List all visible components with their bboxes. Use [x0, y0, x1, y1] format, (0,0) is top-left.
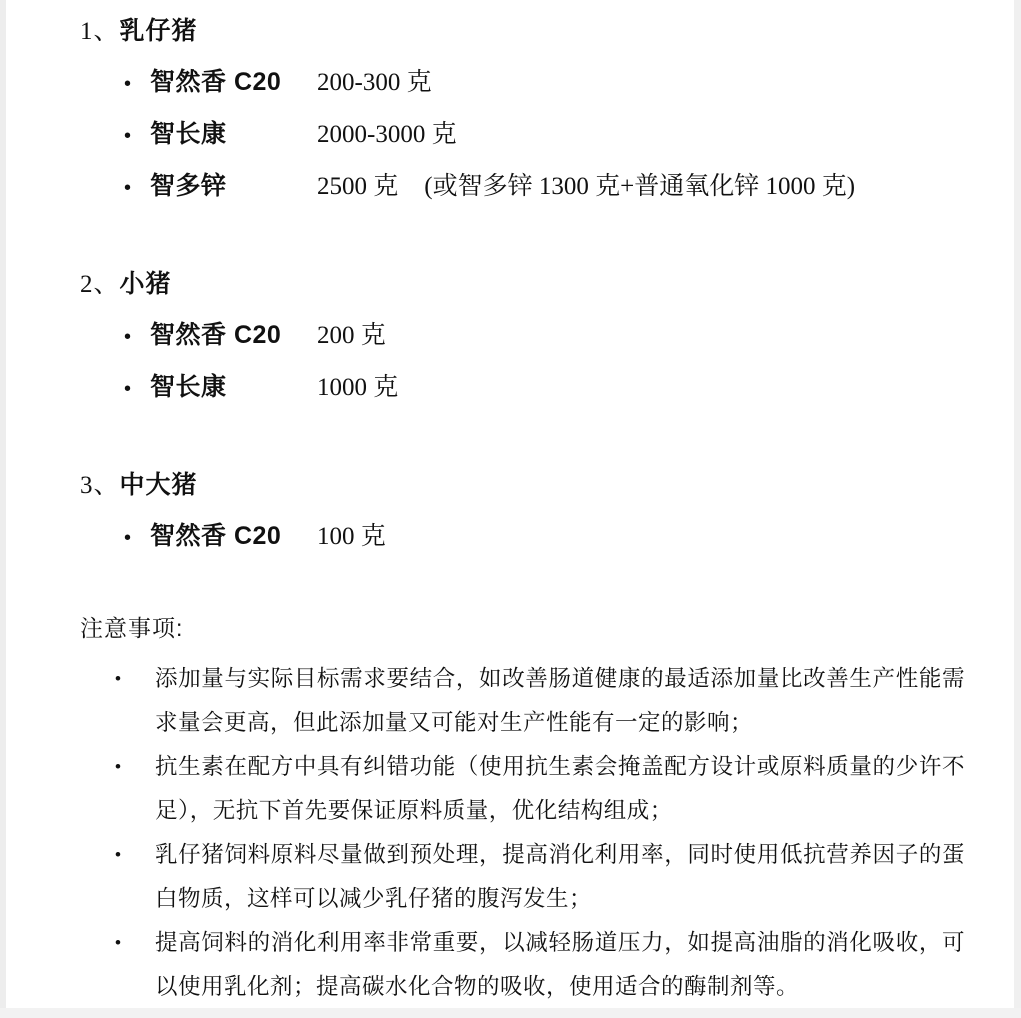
product-amount: 2500 克: [317, 173, 399, 200]
note-item: [80, 657, 965, 745]
product-amount: 2000-3000 克: [317, 121, 457, 148]
scan-edge-bottom: [0, 1008, 1021, 1018]
product-name: 智多锌: [150, 172, 227, 200]
product-amount: 100 克: [317, 523, 386, 550]
dosage-item: [124, 170, 965, 205]
dosage-item: [124, 319, 965, 354]
note-text: 乳仔猪饲料原料尽量做到预处理，提高消化利用率，同时使用低抗营养因子的蛋白物质，这样可以减少乳仔猪的腹泻发生；: [155, 842, 965, 911]
product-name: 智然香 C20: [150, 68, 282, 96]
section-piglet-nursing: [80, 14, 965, 205]
bullet-icon: •: [124, 326, 132, 348]
bullet-icon: •: [124, 527, 132, 549]
notes-heading: 注意事项:: [80, 615, 184, 641]
section-heading: [80, 14, 965, 49]
section-title: 乳仔猪: [119, 17, 198, 45]
section-number: 2、: [80, 271, 120, 298]
product-note: (或智多锌 1300 克+普通氧化锌 1000 克): [424, 173, 856, 200]
section-heading: [80, 468, 965, 503]
section-medium-large-pig: [80, 468, 965, 555]
dosage-item: [124, 118, 965, 153]
section-number: 1、: [80, 18, 120, 45]
bullet-icon: •: [124, 177, 132, 199]
dosage-item: [124, 520, 965, 555]
note-text: 提高饲料的消化利用率非常重要，以减轻肠道压力，如提高油脂的消化吸收，可以使用乳化剂；提高碳水化合物的吸收，使用适合的酶制剂等。: [155, 930, 965, 999]
section-number: 3、: [80, 472, 120, 499]
section-heading: [80, 267, 965, 302]
section-title: 小猪: [119, 270, 172, 298]
product-amount: 1000 克: [317, 374, 399, 401]
product-name: 智长康: [150, 120, 227, 148]
note-item: [80, 833, 965, 921]
product-name: 智然香 C20: [150, 522, 282, 550]
scan-edge-left: [0, 0, 6, 1018]
bullet-icon: •: [115, 669, 121, 688]
note-item: [80, 921, 965, 1009]
scan-edge-right: [1014, 0, 1021, 1018]
section-small-pig: [80, 267, 965, 406]
product-amount: 200-300 克: [317, 69, 432, 96]
product-name: 智然香 C20: [150, 321, 282, 349]
note-text: 添加量与实际目标需求要结合，如改善肠道健康的最适添加量比改善生产性能需求量会更高，但此添加量又可能对生产性能有一定的影响；: [155, 666, 965, 735]
notes-list: [80, 657, 965, 1009]
note-text: 抗生素在配方中具有纠错功能（使用抗生素会掩盖配方设计或原料质量的少许不足），无抗下首先要保证原料质量，优化结构组成；: [155, 754, 965, 823]
product-amount: 200 克: [317, 322, 386, 349]
product-name: 智长康: [150, 373, 227, 401]
note-item: [80, 745, 965, 833]
bullet-icon: •: [115, 845, 121, 864]
bullet-icon: •: [115, 933, 121, 952]
bullet-icon: •: [124, 73, 132, 95]
bullet-icon: •: [124, 378, 132, 400]
dosage-item: [124, 371, 965, 406]
bullet-icon: •: [124, 125, 132, 147]
notes-section: [80, 613, 965, 1009]
document-page: [80, 14, 965, 1009]
bullet-icon: •: [115, 757, 121, 776]
section-title: 中大猪: [119, 471, 198, 499]
dosage-item: [124, 66, 965, 101]
